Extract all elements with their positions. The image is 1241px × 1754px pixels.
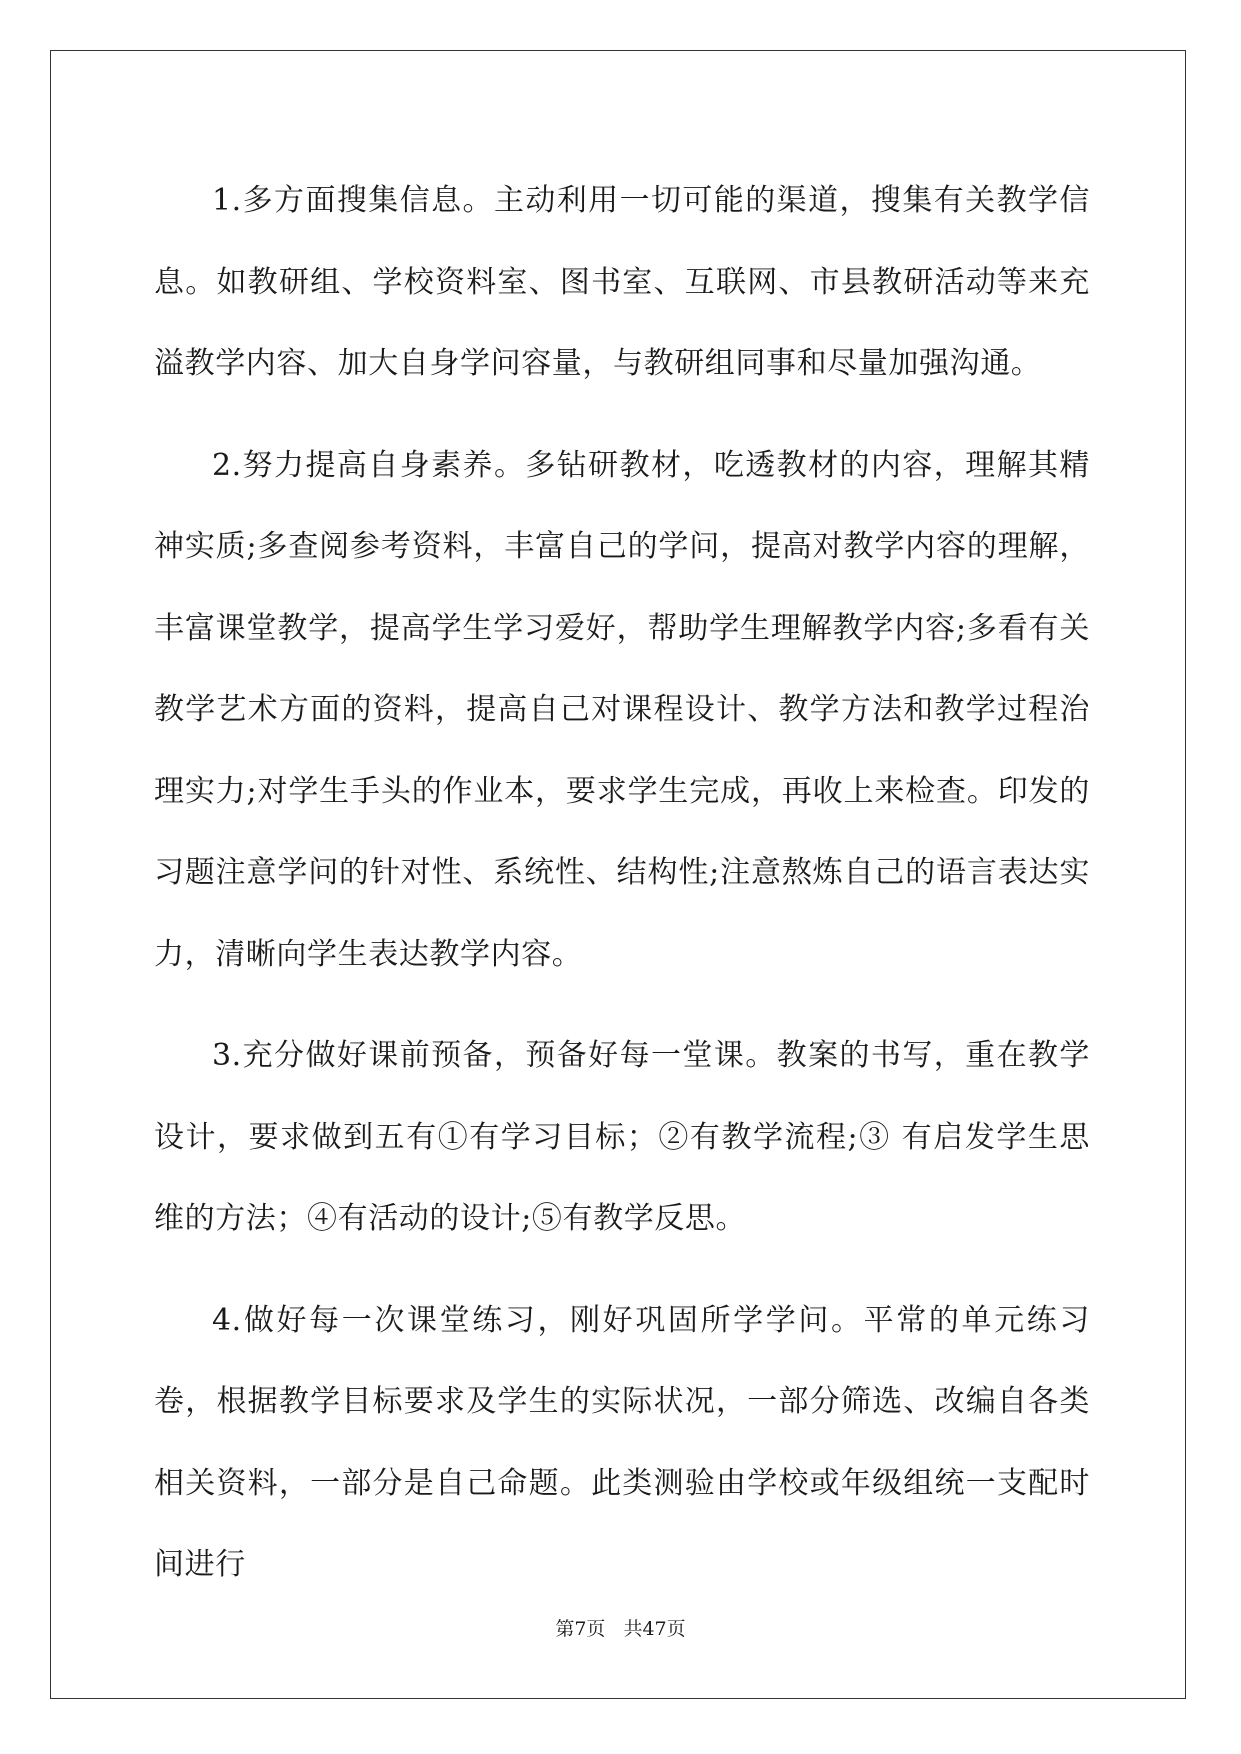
paragraph-2: 2.努力提高自身素养。多钻研教材，吃透教材的内容，理解其精神实质;多查阅参考资料，丰富自己的学问，提高对教学内容的理解，丰富课堂教学，提高学生学习爱好，帮助学生理解教学内容;多看有关教学艺术方面的资料，提高自己对课程设计、教学方法和教学过程治理实力;对学生手头的作业本，要求学生完成，再收上来检查。印发的习题注意学问的针对性、系统性、结构性;注意熬炼自己的语言表达实力，清晰向学生表达教学内容。 xyxy=(154,447,1090,972)
page-number-total: 共47页 xyxy=(623,1618,686,1640)
paragraph-3: 3.充分做好课前预备，预备好每一堂课。教案的书写，重在教学设计，要求做到五有①有学习目标；②有教学流程;③ 有启发学生思维的方法；④有活动的设计;⑤有教学反思。 xyxy=(154,1038,1090,1236)
paragraph-4: 4.做好每一次课堂练习，刚好巩固所学学问。平常的单元练习卷，根据教学目标要求及学生的实际状况，一部分筛选、改编自各类相关资料，一部分是自己命题。此类测验由学校或年级组统一支配时间进行 xyxy=(154,1302,1090,1582)
paragraph-1: 1.多方面搜集信息。主动利用一切可能的渠道，搜集有关教学信息。如教研组、学校资料室、图书室、互联网、市县教研活动等来充溢教学内容、加大自身学问容量，与教研组同事和尽量加强沟通。 xyxy=(154,183,1090,381)
page-footer xyxy=(0,1614,1241,1641)
document-body xyxy=(154,160,1090,1626)
page-number-current: 第7页 xyxy=(555,1618,606,1640)
